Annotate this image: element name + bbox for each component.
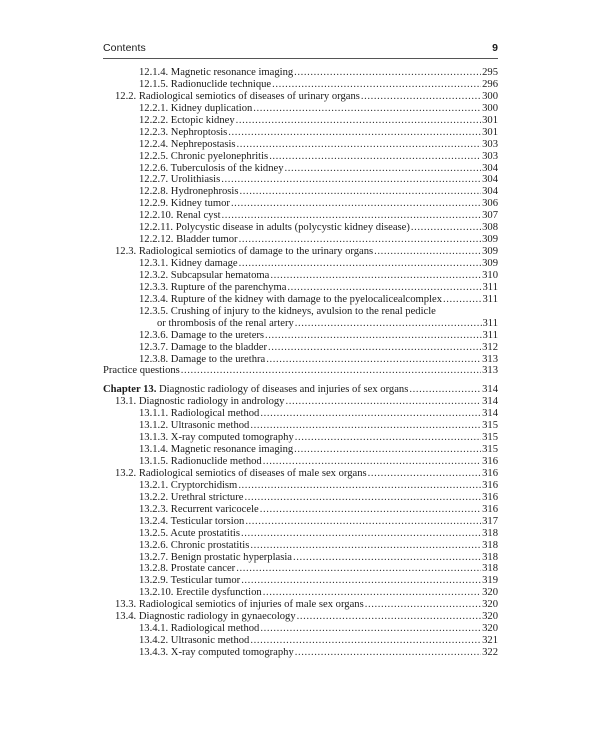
toc-entry[interactable] [103,210,498,222]
toc-entry-page: 296 [482,78,498,90]
toc-entry-title: Diagnostic radiology in andrology [138,396,285,408]
toc-entry[interactable] [103,432,498,444]
dot-leader [411,222,481,234]
dot-leader [287,282,481,294]
dot-leader [374,246,481,258]
toc-entry[interactable] [103,563,498,575]
toc-entry-number: 12.2.1. [139,102,169,114]
toc-entry-number: 12.3.2. [139,269,169,281]
toc-entry[interactable] [103,306,498,330]
dot-leader [295,318,482,330]
dot-leader [266,354,481,366]
toc-entry-number: 13.4.3. [139,647,169,659]
toc-entry-page: 314 [482,408,498,420]
toc-entry[interactable] [103,365,498,377]
running-title: Contents [103,42,146,54]
toc-entry-page: 316 [482,456,498,468]
toc-entry-page: 311 [482,329,498,341]
toc-entry-title: Diagnostic radiology in gynaecology [138,611,296,623]
toc-entry-number: 12.3.7. [139,341,169,353]
toc-entry-page: 314 [482,396,498,408]
toc-entry-page: 309 [482,246,498,258]
dot-leader [253,103,481,115]
toc-entry-page: 308 [482,222,498,234]
toc-entry[interactable] [103,234,498,246]
toc-entry-title: Crushing of injury to the kidneys, avulsion to the renal pedicle [170,305,436,317]
dot-leader [231,198,481,210]
toc-entry[interactable] [103,354,498,366]
toc-entry-number: 12.3.3. [139,281,169,293]
chapter-spacer [103,377,498,384]
dot-leader [260,504,481,516]
toc-entry[interactable] [103,258,498,270]
toc-entry-title: Rupture of the parenchyma [170,281,287,293]
dot-leader [265,330,481,342]
running-header [103,42,498,59]
toc-entry[interactable] [103,575,498,587]
dot-leader [294,67,481,79]
toc-entry[interactable] [103,468,498,480]
toc-entry-page: 306 [482,198,498,210]
toc-entry-number: 12.1.5. [139,78,169,90]
toc-entry[interactable] [103,599,498,611]
dot-leader [297,611,481,623]
dot-leader [236,563,481,575]
toc-entry-number: 13.2.9. [139,575,169,587]
dot-leader [368,468,481,480]
toc-entry-title: Kidney duplication [170,102,253,114]
dot-leader [295,432,481,444]
dot-leader [443,294,481,306]
toc-entry[interactable] [103,504,498,516]
toc-entry[interactable] [103,103,498,115]
toc-entry-number: 12.2. [115,90,137,102]
toc-entry-number: 12.2.11. [139,222,174,234]
chapter-label: Chapter 13. [103,384,157,396]
toc-entry[interactable] [103,246,498,258]
dot-leader [237,139,482,151]
toc-entry-number: 12.2.12. [139,234,174,246]
toc-entry-page: 304 [482,174,498,186]
toc-entry-title: Nephroptosis [170,126,228,138]
toc-entry-title: Radionuclide technique [170,78,272,90]
dot-leader [222,210,482,222]
toc-entry[interactable] [103,647,498,659]
toc-entry-title: Radiological method [170,408,260,420]
toc-entry-title: Bladder tumor [176,234,238,246]
toc-entry-title: X-ray computed tomography [170,647,294,659]
toc-chapter-entry[interactable] [103,384,498,396]
toc-entry-number: 13.3. [115,599,137,611]
toc-entry-page: 315 [482,420,498,432]
toc-entry-title: Damage to the urethra [170,353,266,365]
toc-entry-number: 13.2.7. [139,551,169,563]
toc-entry-title-continued: or thrombosis of the renal artery [157,317,294,329]
toc-entry-page: 320 [482,611,498,623]
dot-leader [181,365,481,377]
toc-entry-title: Acute prostatitis [170,527,240,539]
toc-entry-number: 12.2.9. [139,198,169,210]
toc-entry-number: 13.1.4. [139,444,169,456]
toc-entry-page: 313 [482,353,498,365]
toc-entry-page: 318 [482,551,498,563]
dot-leader [361,91,481,103]
dot-leader [245,516,481,528]
toc-entry[interactable] [103,282,498,294]
toc-entry-title: Chronic pyelonephritis [170,150,269,162]
toc-entry-page: 320 [482,587,498,599]
toc-entry[interactable] [103,623,498,635]
toc-entry-number: 13.4.2. [139,635,169,647]
toc-entry-page: 316 [482,491,498,503]
page-number: 9 [492,42,498,54]
toc-entry-page: 309 [482,258,498,269]
toc-entry-title: Testicular torsion [170,515,245,527]
toc-entry-number: 12.2.10. [139,210,174,222]
toc-entry-title: Ultrasonic method [170,635,250,647]
toc-entry-page: 316 [482,503,498,515]
toc-entry[interactable] [103,492,498,504]
toc-entry[interactable] [103,198,498,210]
toc-entry-page: 304 [482,162,498,174]
toc-entry-page: 320 [482,623,498,635]
toc-entry-title: Radiological semiotics of diseases of urinary organs [138,90,360,102]
toc-entry-title: Kidney tumor [170,198,230,210]
toc-entry-title: Polycystic disease in adults (polycystic kidney disease) [175,222,410,234]
toc-entry-number: 12.3.8. [139,353,169,365]
toc-entry-title: Prostate cancer [170,563,236,575]
toc-entry-number: 13.2.3. [139,503,169,515]
toc-entry-title: Practice questions [103,365,180,377]
dot-leader [228,127,481,139]
toc-entry-page: 311 [482,317,498,329]
toc-entry-number: 13.1.3. [139,432,169,444]
toc-entry-title: Nephrepostasis [170,138,236,150]
toc-entry-number: 13.4.1. [139,623,169,635]
toc-entry[interactable] [103,342,498,354]
toc-entry-title: Cryptorchidism [170,479,238,491]
toc-entry-number: 13.2.8. [139,563,169,575]
dot-leader [244,492,481,504]
toc-entry[interactable] [103,127,498,139]
toc-entry-page: 303 [482,138,498,150]
dot-leader [250,635,481,647]
toc-entry-title: Radiological semiotics of damage to the urinary organs [138,246,374,258]
toc-entry-title: Urolithiasis [170,174,221,186]
toc-entry-number: 13.2.2. [139,491,169,503]
toc-entry-title: Damage to the ureters [170,329,265,341]
dot-leader [272,79,481,91]
toc-entry-page: 318 [482,539,498,551]
toc-entry[interactable] [103,611,498,623]
dot-leader [260,408,481,420]
toc-entry[interactable] [103,516,498,528]
toc-entry-number: 12.2.6. [139,162,169,174]
toc-entry-page: 316 [482,479,498,491]
toc-entry-number: 13.1. [115,396,137,408]
toc-entry[interactable] [103,151,498,163]
toc-entry[interactable] [103,186,498,198]
toc-entry-number: 13.1.1. [139,408,169,420]
dot-leader [263,456,481,468]
toc-entry-number: 13.2.4. [139,515,169,527]
toc-entry-number: 12.1.4. [139,67,169,78]
toc-entry-title: Rupture of the kidney with damage to the pyelocalicealcomplex [170,293,443,305]
dot-leader [293,552,481,564]
toc-entry-title: Chronic prostatitis [170,539,250,551]
toc-entry-title: Ectopic kidney [170,114,235,126]
toc-entry-page: 317 [482,515,498,527]
toc-entry-page: 310 [482,269,498,281]
toc-entry-title: Radiological semiotics of injuries of male sex organs [138,599,364,611]
toc-entry-page: 307 [482,210,498,222]
toc-entry-number: 13.2.5. [139,527,169,539]
dot-leader [238,480,481,492]
toc-entry-number: 13.2. [115,467,137,479]
toc-entry[interactable] [103,420,498,432]
toc-entry[interactable] [103,174,498,186]
toc-entry[interactable] [103,540,498,552]
toc-entry-title: Magnetic resonance imaging [170,444,294,456]
toc-entry-title: Magnetic resonance imaging [170,67,294,78]
dot-leader [239,234,482,246]
dot-leader [241,528,481,540]
toc-entry-page: 321 [482,635,498,647]
table-of-contents [103,67,498,659]
toc-entry-page: 313 [482,365,498,377]
toc-entry-number: 12.2.2. [139,114,169,126]
dot-leader [239,258,482,270]
toc-entry[interactable] [103,480,498,492]
toc-entry-title: Ultrasonic method [170,420,250,432]
toc-entry-page: 301 [482,114,498,126]
toc-entry-page: 301 [482,126,498,138]
toc-entry-number: 12.2.7. [139,174,169,186]
toc-entry-title: Radiological semiotics of diseases of male sex organs [138,467,367,479]
toc-entry[interactable] [103,528,498,540]
toc-entry-number: 13.4. [115,611,137,623]
toc-entry-number: 12.3. [115,246,137,258]
toc-entry-number: 12.2.5. [139,150,169,162]
dot-leader [221,174,481,186]
toc-entry-page: 316 [482,467,498,479]
dot-leader [270,270,481,282]
toc-entry-page: 315 [482,444,498,456]
toc-entry-page: 319 [482,575,498,587]
toc-entry[interactable] [103,444,498,456]
dot-leader [365,599,481,611]
toc-entry-title: Recurrent varicocele [170,503,259,515]
toc-entry-page: 309 [482,234,498,246]
toc-entry[interactable] [103,139,498,151]
toc-entry[interactable] [103,79,498,91]
toc-entry-number: 13.1.2. [139,420,169,432]
toc-entry-title: Hydronephrosis [170,186,239,198]
toc-entry-title: Damage to the bladder [170,341,267,353]
toc-entry-number: 12.3.5. [139,305,169,317]
toc-entry-title: Testicular tumor [170,575,241,587]
toc-entry[interactable] [103,294,498,306]
toc-entry-title: Erectile dysfunction [176,587,262,599]
toc-entry-page: 300 [482,102,498,114]
dot-leader [295,647,481,659]
dot-leader [409,384,481,396]
toc-entry-page: 304 [482,186,498,198]
dot-leader [294,444,481,456]
dot-leader [236,115,481,127]
toc-entry-title: Tuberculosis of the kidney [170,162,284,174]
toc-entry[interactable] [103,115,498,127]
toc-entry[interactable] [103,67,498,79]
toc-entry-number: 13.2.1. [139,479,169,491]
toc-entry-page: 315 [482,432,498,444]
toc-entry-page: 318 [482,563,498,575]
toc-entry-title: Urethral stricture [170,491,244,503]
toc-entry[interactable] [103,587,498,599]
toc-entry[interactable] [103,396,498,408]
toc-entry-page: 318 [482,527,498,539]
toc-entry-number: 13.2.6. [139,539,169,551]
toc-entry[interactable] [103,91,498,103]
dot-leader [250,540,481,552]
toc-entry[interactable] [103,456,498,468]
toc-entry-number: 13.2.10. [139,587,174,599]
toc-entry-title: Benign prostatic hyperplasia [170,551,293,563]
toc-entry-number: 12.2.4. [139,138,169,150]
toc-entry-page: 320 [482,599,498,611]
toc-entry-title: Subcapsular hematoma [170,269,270,281]
toc-entry-title: Radiological method [170,623,260,635]
toc-entry-page: 311 [482,293,498,305]
toc-entry[interactable] [103,222,498,234]
toc-entry-number: 12.3.1. [139,258,169,269]
toc-entry-page: 300 [482,90,498,102]
toc-entry[interactable] [103,635,498,647]
dot-leader [250,420,481,432]
toc-entry-number: 13.1.5. [139,456,169,468]
toc-entry[interactable] [103,408,498,420]
toc-entry[interactable] [103,330,498,342]
dot-leader [241,575,481,587]
dot-leader [263,587,481,599]
toc-entry-title: X-ray computed tomography [170,432,294,444]
toc-entry-number: 12.3.6. [139,329,169,341]
toc-entry-page: 314 [482,384,498,396]
toc-entry-number: 12.2.3. [139,126,169,138]
dot-leader [285,396,481,408]
toc-entry-title: Renal cyst [176,210,221,222]
toc-entry-number: 12.3.4. [139,293,169,305]
toc-entry-number: 12.2.8. [139,186,169,198]
toc-entry-page: 312 [482,341,498,353]
dot-leader [268,342,481,354]
dot-leader [260,623,481,635]
toc-entry-page: 303 [482,150,498,162]
dot-leader [239,186,481,198]
toc-entry[interactable] [103,270,498,282]
toc-entry-title: Diagnostic radiology of diseases and injuries of sex organs [159,384,409,396]
toc-entry[interactable] [103,552,498,564]
dot-leader [269,151,481,163]
toc-entry-page: 322 [482,647,498,659]
toc-entry-title: Radionuclide method [170,456,262,468]
toc-entry-page: 311 [482,281,498,293]
toc-entry-page: 295 [482,67,498,78]
toc-entry[interactable] [103,163,498,175]
toc-entry-title: Kidney damage [170,258,238,269]
dot-leader [285,163,482,175]
